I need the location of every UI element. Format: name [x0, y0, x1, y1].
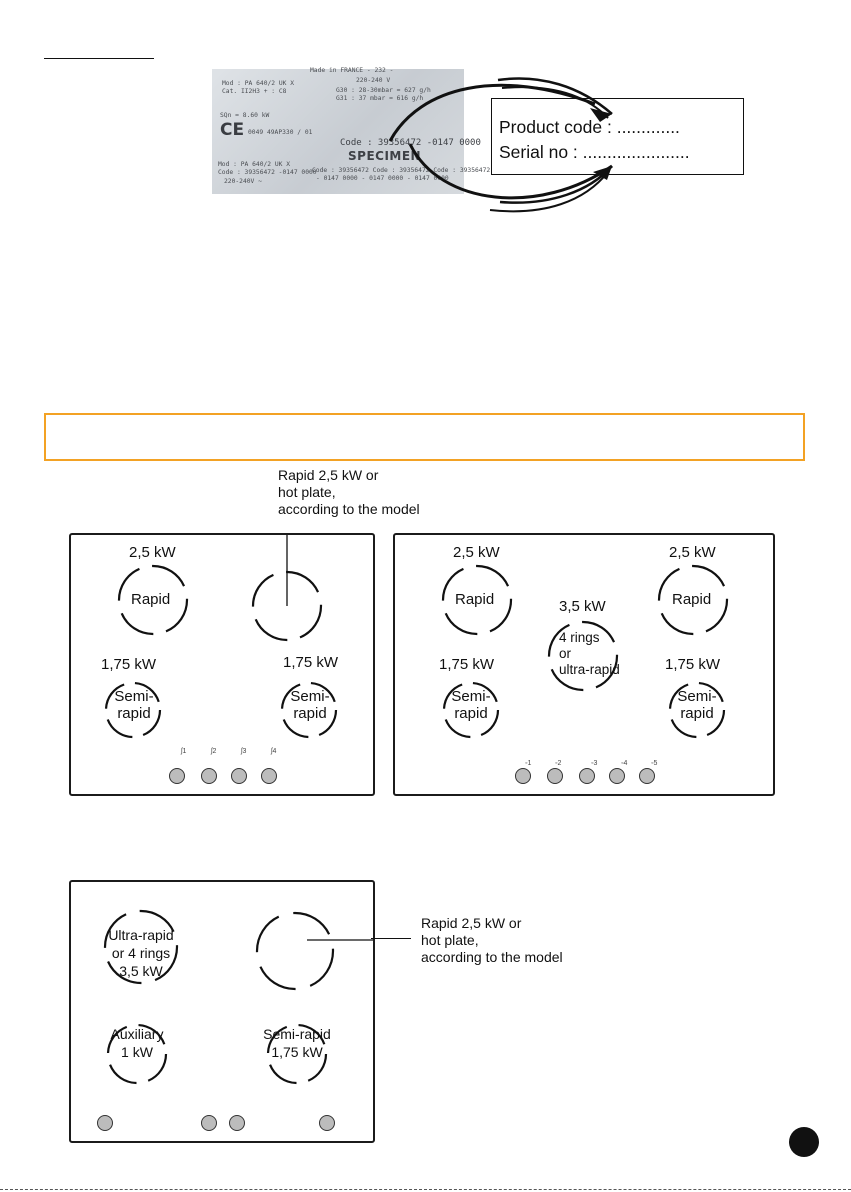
hob1-semi-right-l2: rapid	[293, 705, 327, 722]
hob1-callout	[278, 467, 420, 518]
hob-5-burner	[393, 533, 775, 796]
hob2-semi-right-power: 1,75 kW	[665, 656, 721, 673]
plate-power: SQn = 8.60 kW	[220, 112, 270, 119]
hob2-semi-right-label	[676, 688, 718, 722]
svg-text:◦5: ◦5	[651, 760, 658, 767]
hob2-knob-4[interactable]	[609, 768, 625, 784]
plate-code-row-2: - 0147 0000 - 0147 0000 - 0147 0000	[316, 175, 449, 182]
hob3-aux-l1: Auxiliary	[110, 1026, 164, 1042]
plate-specimen: SPECIMEN	[348, 149, 422, 163]
hob2-semi-left-l1: Semi-	[451, 688, 491, 705]
hob2-center-power: 3,5 kW	[559, 598, 606, 615]
plate-g30: G30 : 28-30mbar = 627 g/h	[336, 87, 431, 94]
hob1-semi-left-l1: Semi-	[114, 688, 154, 705]
hob3-aux-label	[97, 1025, 177, 1061]
hob3-callout-leader	[371, 938, 411, 939]
hob2-semi-left-l2: rapid	[454, 705, 488, 722]
hob1-semi-right-l1: Semi-	[290, 688, 330, 705]
svg-text:ʃ1: ʃ1	[181, 748, 187, 755]
hob2-knob-2[interactable]	[547, 768, 563, 784]
hob3-ultra-l1: Ultra-rapid	[108, 927, 174, 943]
ce-mark: CE	[220, 120, 245, 140]
svg-text:ʃ2: ʃ2	[211, 748, 217, 755]
hob1-semi-left-l2: rapid	[117, 705, 151, 722]
hob-4-burner-alt	[69, 880, 375, 1143]
plate-voltage-bottom: 220-240V ~	[224, 178, 262, 185]
hob2-left-power: 2,5 kW	[453, 544, 500, 561]
hob1-semi-right-power: 1,75 kW	[283, 654, 339, 671]
hob3-semi-label	[251, 1025, 343, 1061]
product-code-box	[491, 98, 744, 175]
hob1-semi-left-power: 1,75 kW	[101, 656, 157, 673]
hob3-knob-4[interactable]	[319, 1115, 335, 1131]
hob3-knob-1[interactable]	[97, 1115, 113, 1131]
hob2-rapid-right-label: Rapid	[672, 591, 712, 608]
hob1-knob-1[interactable]	[169, 768, 185, 784]
hob2-center-label	[559, 630, 620, 678]
hob3-semi-l2: 1,75 kW	[271, 1044, 323, 1060]
svg-text:ʃ3: ʃ3	[241, 748, 247, 755]
hob3-hotplate-burner	[257, 913, 333, 989]
hob1-knob-2[interactable]	[201, 768, 217, 784]
hob3-ultra-l2: or 4 rings	[111, 945, 171, 961]
svg-text:◦2: ◦2	[555, 760, 562, 767]
hob3-ultra-l3: 3,5 kW	[119, 963, 163, 979]
hob2-semi-left-label	[450, 688, 492, 722]
hob1-semi-right-label	[289, 688, 331, 722]
hob1-knob-3[interactable]	[231, 768, 247, 784]
hob3-callout-line3: according to the model	[421, 949, 563, 965]
plate-model-bottom: Mod : PA 640/2 UK X	[218, 161, 291, 168]
svg-text:◦3: ◦3	[591, 760, 598, 767]
plate-g31: G31 : 37 mbar = 616 g/h	[336, 95, 424, 102]
hob1-semi-left-label	[113, 688, 155, 722]
svg-text:◦1: ◦1	[525, 760, 532, 767]
hob2-right-power: 2,5 kW	[669, 544, 716, 561]
hob2-semi-left-power: 1,75 kW	[439, 656, 495, 673]
bottom-dotted-rule	[0, 1189, 851, 1190]
plate-code-row: Code : 39356472 Code : 39356472 Code : 39356472	[312, 167, 491, 174]
hob3-knob-2[interactable]	[201, 1115, 217, 1131]
hob2-center-l1: 4 rings	[559, 630, 600, 645]
plate-made-in: Made in FRANCE - 232 -	[310, 67, 394, 74]
hob2-knob-5[interactable]	[639, 768, 655, 784]
hob3-callout-line2: hot plate,	[421, 932, 479, 948]
top-rule	[44, 58, 154, 59]
hob2-knob-1[interactable]	[515, 768, 531, 784]
hob2-center-l2: or	[559, 646, 572, 661]
hob1-callout-line1: Rapid 2,5 kW or	[278, 467, 379, 483]
serial-no-label: Serial no : ......................	[499, 142, 690, 162]
hob3-ultra-label	[99, 926, 183, 980]
plate-code-bottom: Code : 39356472 -0147 0000	[218, 169, 317, 176]
plate-code: Code : 39356472 -0147 0000	[340, 138, 481, 148]
plate-category: Cat. II2H3 + : C8	[222, 88, 287, 95]
hob-4-burner	[69, 533, 375, 796]
hob1-rapid-power: 2,5 kW	[129, 544, 176, 561]
plate-model: Mod : PA 640/2 UK X	[222, 80, 295, 87]
section-header-bar	[44, 413, 805, 461]
hob3-knob-3[interactable]	[229, 1115, 245, 1131]
page-marker	[789, 1127, 819, 1157]
svg-text:◦4: ◦4	[621, 760, 628, 767]
hob2-semi-right-l2: rapid	[680, 705, 714, 722]
hob3-semi-l1: Semi-rapid	[263, 1026, 331, 1042]
hob2-semi-right-l1: Semi-	[677, 688, 717, 705]
hob2-knob-3[interactable]	[579, 768, 595, 784]
hob1-callout-line3: according to the model	[278, 501, 420, 517]
hob1-callout-line2: hot plate,	[278, 484, 336, 500]
hob3-callout	[421, 915, 563, 966]
hob2-rapid-left-label: Rapid	[455, 591, 495, 608]
hob1-knob-4[interactable]	[261, 768, 277, 784]
hob3-callout-line1: Rapid 2,5 kW or	[421, 915, 522, 931]
hob3-drawing	[71, 882, 373, 1141]
svg-text:ʃ4: ʃ4	[271, 748, 277, 755]
plate-cert: 0049 49AP330 / 01	[248, 129, 313, 136]
hob1-rapid-label: Rapid	[131, 591, 171, 608]
product-code-label: Product code : .............	[499, 117, 680, 137]
hob2-center-l3: ultra-rapid	[559, 662, 620, 677]
plate-voltage: 220-240 V	[356, 77, 391, 84]
hob3-aux-l2: 1 kW	[121, 1044, 153, 1060]
